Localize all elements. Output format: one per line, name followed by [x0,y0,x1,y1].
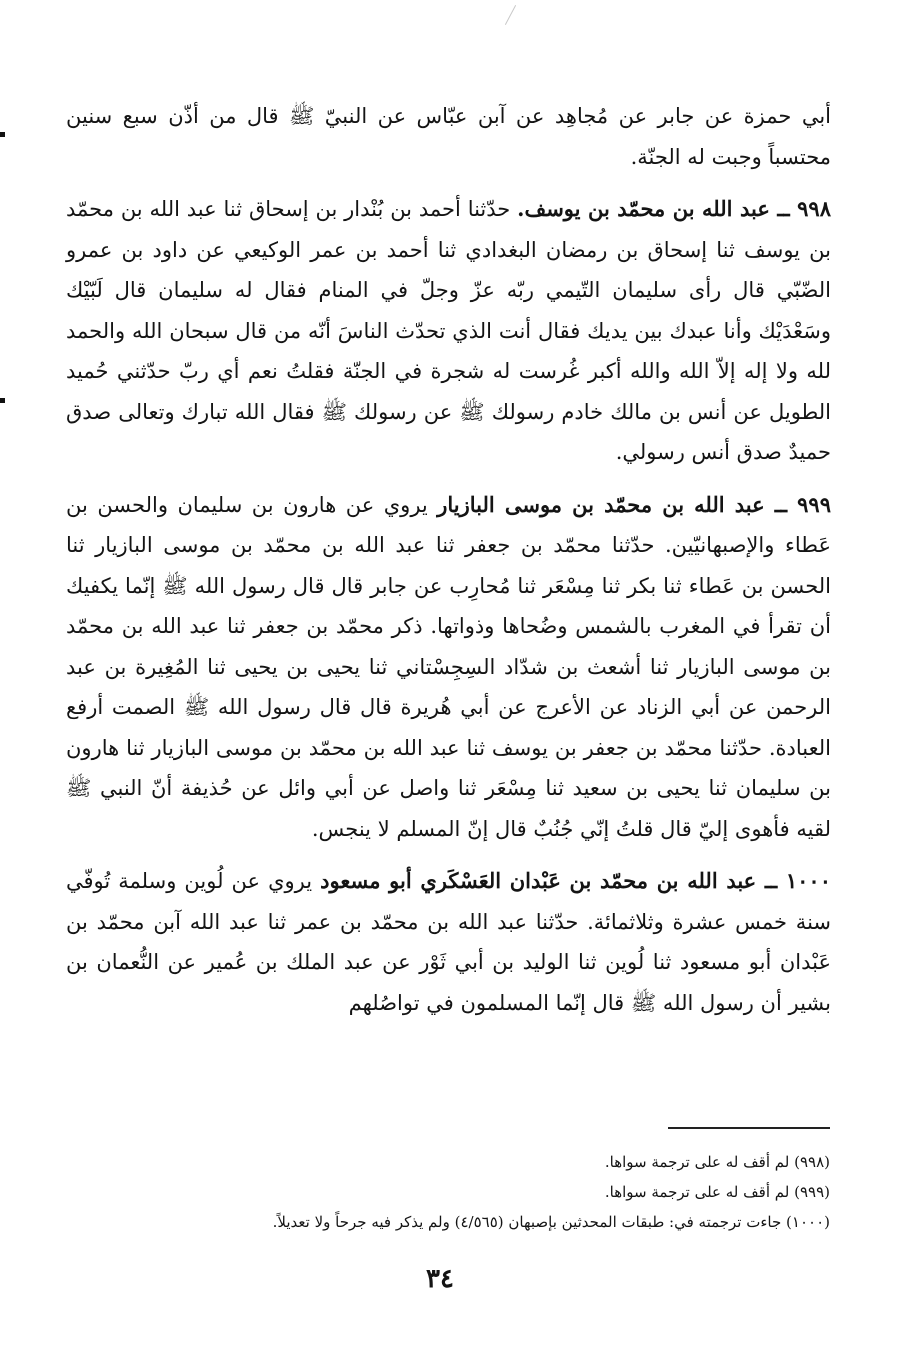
footnote-1000: (١٠٠٠) جاءت ترجمته في: طبقات المحدثين بإصبهان (٤/٥٦٥) ولم يذكر فيه جرحاً ولا تعديلاً. [272,1213,830,1231]
page-number: ٣٤ [426,1264,454,1294]
entry-heading: ١٠٠٠ ــ عبد الله بن محمّد بن عَبْدان العَسْكَري أبو مسعود [320,868,831,893]
main-text [66,96,831,1023]
paragraph-text: يروي عن هارون بن سليمان والحسن بن عَطاء والإصبهانيّين. حدّثنا محمّد بن جعفر ثنا عبد الله بن محمّد بن موسى البازيار ثنا الحسن بن عَطاء ثنا بكر ثنا مِسْعَر ثنا مُحارِب عن جابر قال قال رسول الله ﷺ إنّما يكفيك أن تقرأ في المغرب بالشمس وضُحاها وذواتها. ذكر محمّد بن جعفر ثنا عبد الله بن محمّد بن موسى البازيار ثنا أشعث بن شدّاد السِجِسْتاني ثنا يحيى بن يحيى ثنا المُغِيرة بن عبد الرحمن عن أبي الزناد عن الأعرج عن أبي هُريرة قال قال رسول الله ﷺ الصمت أرفع العبادة. حدّثنا محمّد بن جعفر بن يوسف ثنا عبد الله بن محمّد بن موسى البازيار ثنا هارون بن سليمان ثنا يحيى بن سعيد ثنا مِسْعَر ثنا واصل عن أبي وائل عن حُذيفة أنّ النبي ﷺ لقيه فأهوى إليّ قال قلتُ إنّي جُنُبٌ قال إنّ المسلم لا ينجس. [66,492,831,841]
entry-999 [66,485,831,850]
footnote-998: (٩٩٨) لم أقف له على ترجمة سواها. [604,1153,830,1171]
paragraph-text: أبي حمزة عن جابر عن مُجاهِد عن آبن عبّاس عن النبيّ ﷺ قال من أذّن سبع سنين محتسباً وجبت له الجنّة. [66,104,831,169]
paper-scratch [505,5,516,25]
paragraph-continuation [66,96,831,177]
entry-heading: ٩٩٩ ــ عبد الله بن محمّد بن موسى البازيار [437,491,831,517]
footnote-divider [668,1127,830,1129]
margin-mark [0,398,5,403]
paragraph-text: حدّثنا أحمد بن بُنْدار بن إسحاق ثنا عبد الله بن محمّد بن يوسف ثنا إسحاق بن رمضان البغدادي ثنا أحمد بن عمر الوكيعي عن داود بن عمرو الضّبّي قال رأى سليمان التّيمي ربّه عزّ وجلّ في المنام فقال له سليمان قال لَبّيْك وسَعْدَيْك وأنا عبدك بين يديك فقال أنت الذي تحدّث الناسَ أنّه من قال سبحان الله والحمد لله ولا إله إلاّ الله والله أكبر غُرست له شجرة في الجنّة فقلتُ نعم أي ربّ حدّثني حُميد الطويل عن أنس بن مالك خادم رسولك ﷺ عن رسولك ﷺ فقال الله تبارك وتعالى صدق حميدٌ صدق أنس رسولي. [66,197,831,464]
entry-heading: ٩٩٨ ــ عبد الله بن محمّد بن يوسف. [517,196,831,221]
footnotes [110,1147,830,1237]
footnote-999: (٩٩٩) لم أقف له على ترجمة سواها. [604,1183,830,1201]
entry-1000 [66,861,831,1023]
margin-mark [0,132,5,137]
entry-998 [66,189,831,473]
paragraph-text: يروي عن لُوين وسلمة تُوفّي سنة خمس عشرة وثلاثمائة. حدّثنا عبد الله بن محمّد بن عمر ثنا عبد الله آبن محمّد بن عَبْدان أبو مسعود ثنا لُوين ثنا الوليد بن أبي ثَوْر عن عبد الملك بن عُمير عن النُّعمان بن بشير أن رسول الله ﷺ قال إنّما المسلمون في تواصُلهم [66,869,831,1015]
